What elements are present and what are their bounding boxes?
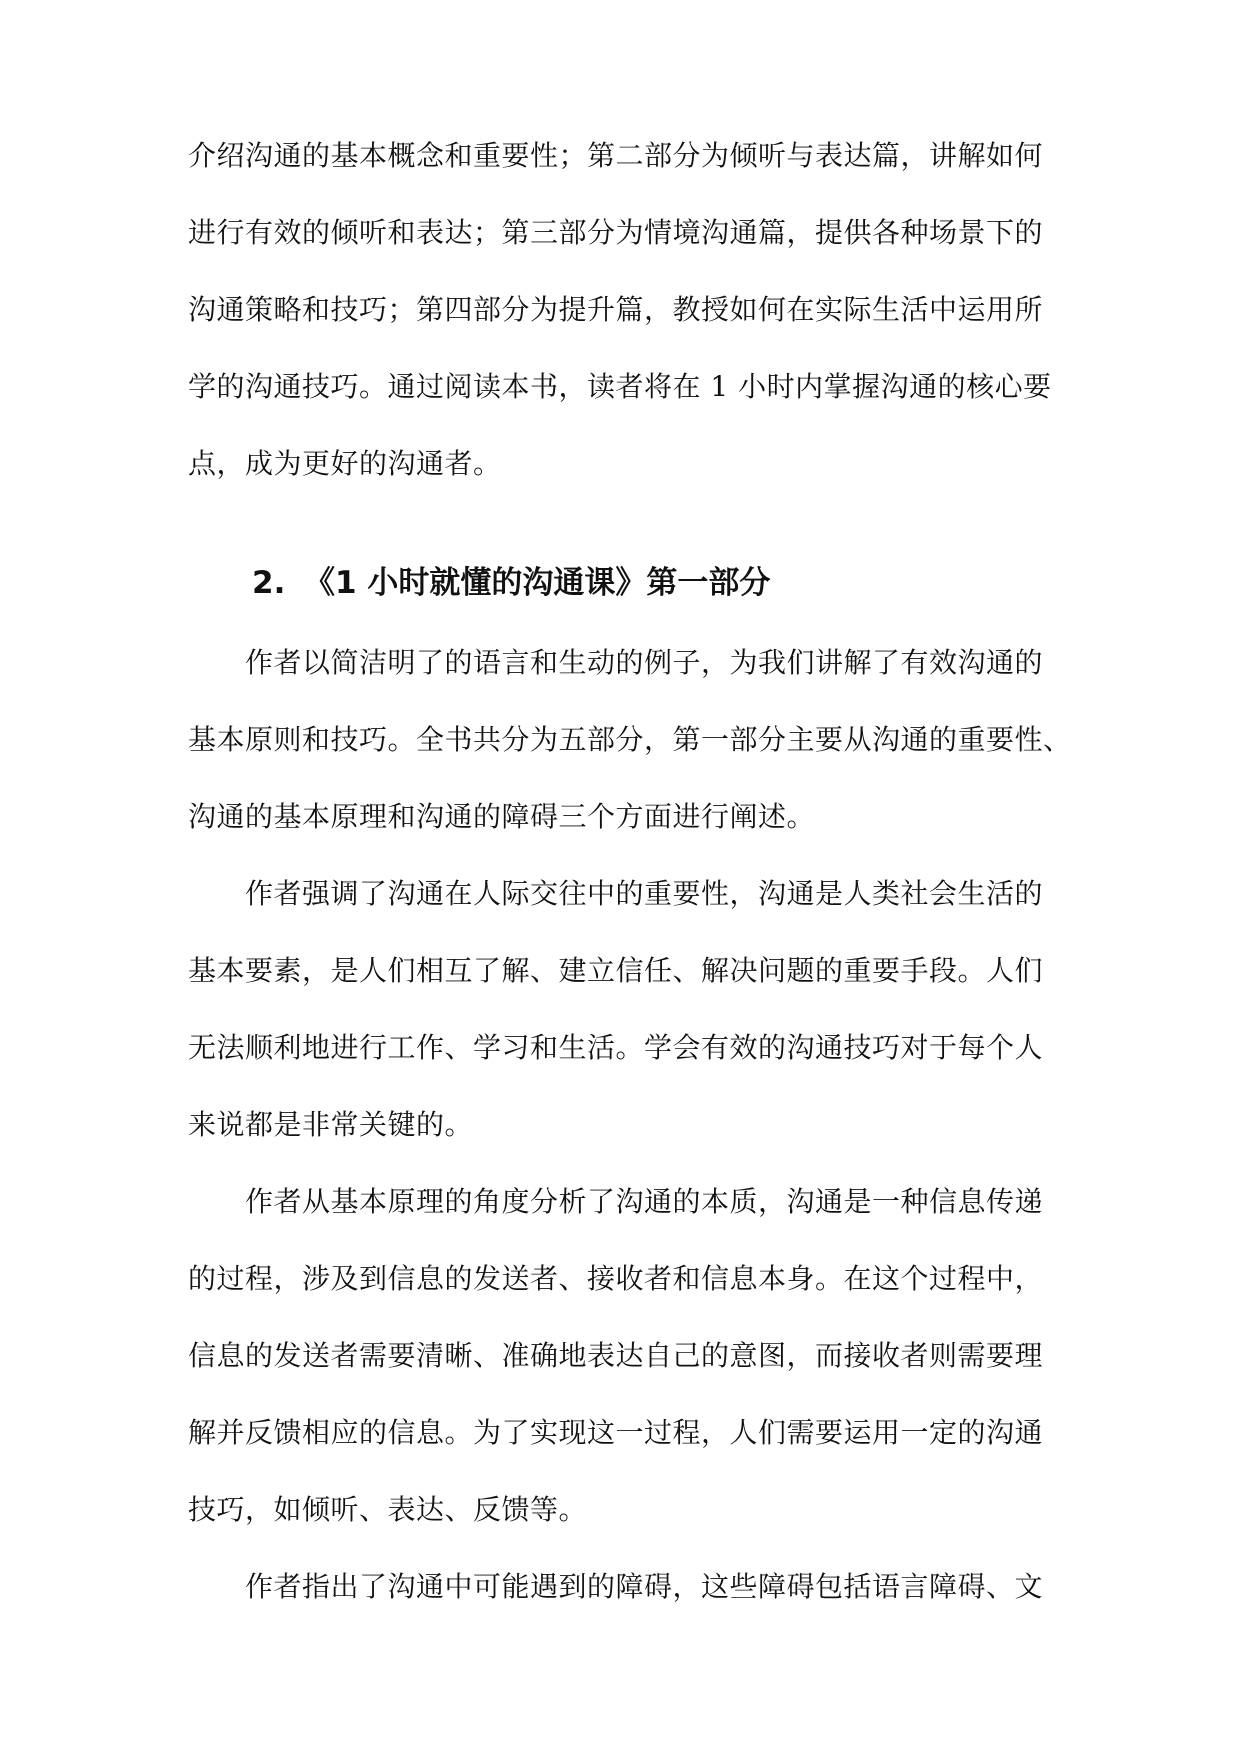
- intro-line-2: 进行有效的倾听和表达；第三部分为情境沟通篇，提供各种场景下的: [188, 216, 1044, 249]
- p1-line-2: 基本原则和技巧。全书共分为五部分，第一部分主要从沟通的重要性、: [188, 723, 1072, 756]
- section-heading: [252, 561, 770, 605]
- section-number: 2.: [252, 565, 286, 601]
- p4-line-1: 作者指出了沟通中可能遇到的障碍，这些障碍包括语言障碍、文: [245, 1570, 1044, 1603]
- p3-line-4: 解并反馈相应的信息。为了实现这一过程，人们需要运用一定的沟通: [188, 1416, 1044, 1449]
- p3-line-1: 作者从基本原理的角度分析了沟通的本质，沟通是一种信息传递: [245, 1185, 1044, 1218]
- p2-line-3: 无法顺利地进行工作、学习和生活。学会有效的沟通技巧对于每个人: [188, 1031, 1044, 1064]
- p3-line-5: 技巧，如倾听、表达、反馈等。: [188, 1493, 588, 1526]
- intro-line-1: 介绍沟通的基本概念和重要性；第二部分为倾听与表达篇，讲解如何: [188, 139, 1044, 172]
- p3-line-2: 的过程，涉及到信息的发送者、接收者和信息本身。在这个过程中，: [188, 1262, 1044, 1295]
- intro-line-4: 学的沟通技巧。通过阅读本书，读者将在 1 小时内掌握沟通的核心要: [188, 370, 1052, 403]
- p2-line-2: 基本要素，是人们相互了解、建立信任、解决问题的重要手段。人们: [188, 954, 1044, 987]
- section-title: 《1 小时就懂的沟通课》第一部分: [304, 565, 771, 601]
- intro-line-5: 点，成为更好的沟通者。: [188, 447, 502, 480]
- p1-line-3: 沟通的基本原理和沟通的障碍三个方面进行阐述。: [188, 800, 816, 833]
- intro-line-3: 沟通策略和技巧；第四部分为提升篇，教授如何在实际生活中运用所: [188, 293, 1044, 326]
- p1-line-1: 作者以简洁明了的语言和生动的例子，为我们讲解了有效沟通的: [245, 646, 1044, 679]
- p3-line-3: 信息的发送者需要清晰、准确地表达自己的意图，而接收者则需要理: [188, 1339, 1044, 1372]
- p2-line-1: 作者强调了沟通在人际交往中的重要性，沟通是人类社会生活的: [245, 877, 1044, 910]
- p2-line-4: 来说都是非常关键的。: [188, 1108, 474, 1141]
